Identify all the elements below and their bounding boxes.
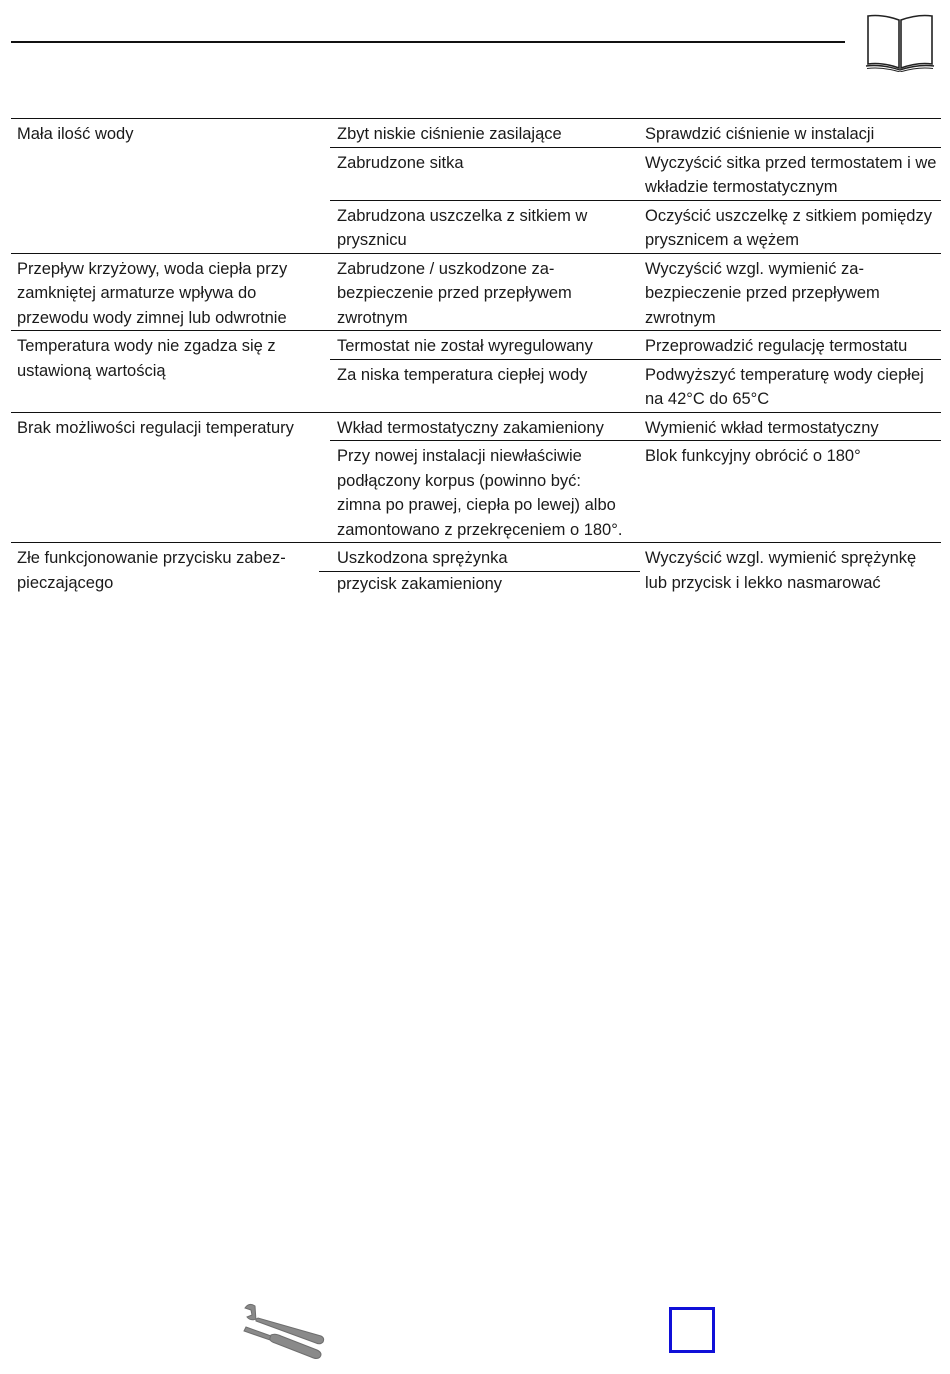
remedy-cell: Oczyścić uszczelkę z sitkiem pomiędzy prysznicem a wężem: [640, 200, 941, 253]
problem-cell: Brak możliwości regulacji temperatury: [11, 412, 330, 543]
problem-cell: Złe funkcjonowanie przycisku zabezpieczającego: [11, 543, 330, 597]
cause-cell: Zabrudzone sitka: [330, 147, 640, 200]
remedy-cell: Podwyższyć temperaturę wody ciepłej na 42°C do 65°C: [640, 359, 941, 412]
problem-cell: Przepływ krzyżowy, woda ciepła przy zamkniętej armaturze wpływa do przewodu wody zimnej lub odwrotnie: [11, 253, 330, 331]
remedy-cell: Wyczyścić wzgl. wymienić sprężynkę lub przycisk i lekko nasmarować: [640, 543, 941, 597]
table-row: [11, 119, 941, 148]
cause-cell: Wkład termostatyczny zakamieniony: [330, 412, 640, 441]
table-row: [11, 253, 941, 331]
blue-square-outline: [669, 1307, 715, 1353]
table-row: [11, 543, 941, 597]
cause-cell: Zbyt niskie ciśnienie zasilające: [330, 119, 640, 148]
cause-line: Uszkodzona sprężynka: [319, 546, 640, 572]
remedy-cell: Blok funkcyjny obrócić o 180°: [640, 441, 941, 543]
cause-cell: Zabrudzona uszczelka z sitkiem w prysznicu: [330, 200, 640, 253]
problem-cell: Mała ilość wody: [11, 119, 330, 254]
header-rule: [11, 41, 845, 43]
cause-line: przycisk zakamieniony: [337, 574, 503, 593]
wrench-screwdriver-icon: [243, 1300, 327, 1360]
open-book-icon: [864, 12, 936, 72]
cause-cell: Za niska temperatura ciepłej wody: [330, 359, 640, 412]
remedy-cell: Przeprowadzić regulację termostatu: [640, 331, 941, 360]
remedy-cell: Wyczyścić wzgl. wymienić zabezpieczenie przed przepływem zwrotnym: [640, 253, 941, 331]
cause-cell: Przy nowej instalacji niewłaściwie podłączony korpus (powinno być: zimna po prawej, ciepła po lewej) albo zamontowano z przekręceniem o 180°.: [330, 441, 640, 543]
table-row: [11, 412, 941, 441]
remedy-cell: Wyczyścić sitka przed termostatem i we wkładzie termostatycznym: [640, 147, 941, 200]
problem-cell: Temperatura wody nie zgadza się z ustawioną wartością: [11, 331, 330, 413]
remedy-cell: Sprawdzić ciśnienie w instalacji: [640, 119, 941, 148]
cause-cell: Zabrudzone / uszkodzone zabezpieczenie przed przepływem zwrotnym: [330, 253, 640, 331]
table-row: [11, 331, 941, 360]
cause-cell: Termostat nie został wyregulowany: [330, 331, 640, 360]
troubleshooting-table: [11, 118, 941, 596]
cause-cell: [330, 543, 640, 597]
remedy-cell: Wymienić wkład termostatyczny: [640, 412, 941, 441]
